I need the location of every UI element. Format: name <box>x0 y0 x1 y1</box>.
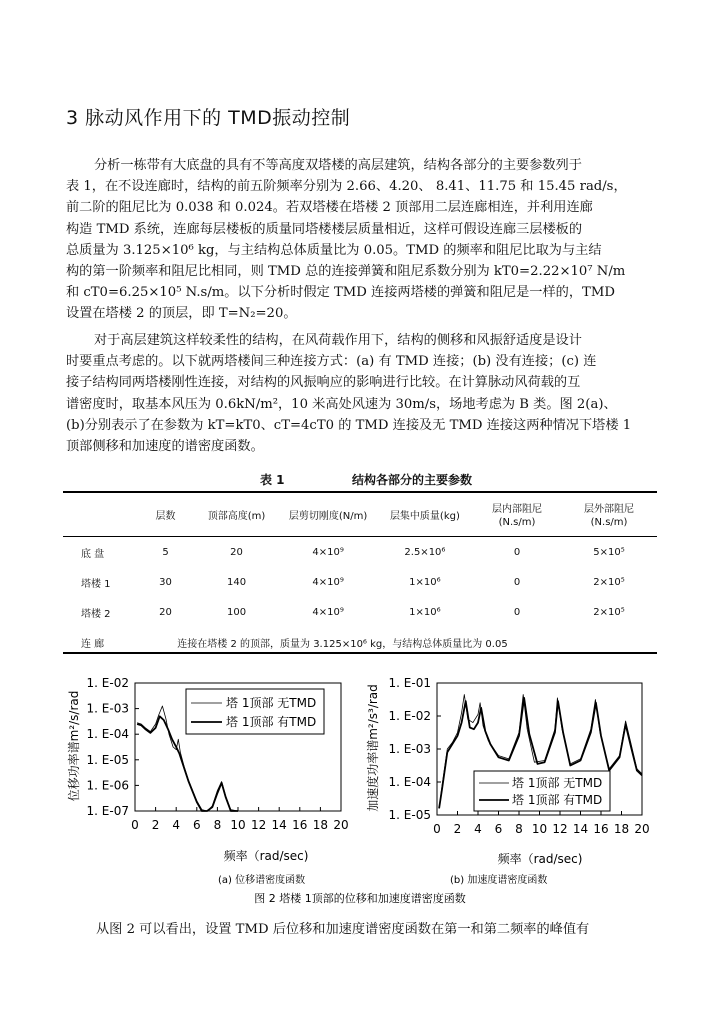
legend-label-no-tmd: 塔 1顶部 无TMD <box>512 776 603 790</box>
text-line: 总质量为 3.125×10⁶ kg，与主结构总体质量比为 0.05。TMD 的频率和阻尼比取为与主结 <box>66 242 602 258</box>
text-line: 接子结构同两塔楼刚性连接，对结构的风振响应的影响进行比较。在计算脉动风荷载的互 <box>66 375 581 391</box>
x-tick-label: 4 <box>172 818 181 832</box>
table-cell: 100 <box>226 606 247 618</box>
table-cell: 30 <box>159 576 172 588</box>
table-cell: 20 <box>230 546 243 558</box>
subcaption-a: (a) 位移谱密度函数 <box>218 875 306 886</box>
table-note-cell: 连接在塔楼 2 的顶部，质量为 3.125×10⁶ kg，与结构总体质量比为 0.05 <box>177 638 508 650</box>
table-header: 层数 <box>155 510 176 522</box>
x-tick-label: 12 <box>250 818 267 832</box>
text-line: 对于高层建筑这样较柔性的结构，在风荷载作用下，结构的侧移和风振舒适度是设计 <box>94 333 582 348</box>
table-cell: 140 <box>226 576 247 588</box>
table-cell: 2×10⁵ <box>593 576 625 588</box>
legend-label-with-tmd: 塔 1顶部 有TMD <box>226 715 317 729</box>
x-tick-label: 8 <box>515 822 523 836</box>
table-cell: 4×10⁹ <box>312 546 344 558</box>
text-line: 和 cT0=6.25×10⁵ N.s/m。以下分析时假定 TMD 连接两塔楼的弹簧和阻尼是一样的，TMD <box>66 285 615 301</box>
table-title: 结构各部分的主要参数 <box>352 473 473 487</box>
table-cell: 0 <box>513 576 521 588</box>
table-header: 层剪切刚度(N/m) <box>288 510 368 522</box>
text-line: 谱密度时，取基本风压为 0.6kN/m²，10 米高处风速为 30m/s，场地考虑为 B 类。图 2(a)、 <box>66 396 617 412</box>
chart-b-ylabel: 加速度功率谱m²/s³/rad <box>366 684 380 812</box>
table-header: 层集中质量(kg) <box>389 510 460 522</box>
table-cell: 0 <box>513 546 521 558</box>
paragraph-3: 从图 2 可以看出，设置 TMD 后位移和加速度谱密度函数在第一和第二频率的峰值有 <box>96 922 590 937</box>
table-cell: 0 <box>513 606 521 618</box>
x-tick-label: 12 <box>552 822 568 836</box>
x-tick-label: 2 <box>151 818 160 832</box>
text-line: 时要重点考虑的。以下就两塔楼间三种连接方式：(a) 有 TMD 连接；(b) 没有连接；(c) 连 <box>66 354 597 370</box>
x-tick-label: 8 <box>213 818 222 832</box>
table-cell: 1×10⁶ <box>409 606 441 618</box>
chart-b-xlabel: 频率（rad/sec) <box>497 852 583 866</box>
x-tick-label: 14 <box>271 818 287 832</box>
text-line: (b)分别表示了在参数为 kT=kT0、cT=4cT0 的 TMD 连接及无 TMD 连接这两种情况下塔楼 1 <box>66 417 632 433</box>
x-tick-label: 14 <box>572 822 589 836</box>
y-tick-label: 1. E-04 <box>388 775 431 789</box>
table-cell: 1×10⁶ <box>409 576 441 588</box>
chart-a-xlabel: 频率（rad/sec) <box>223 849 309 863</box>
table-cell: 底 盘 <box>81 548 105 560</box>
table-cell: 5×10⁵ <box>593 546 625 558</box>
table-cell: 连 廊 <box>81 638 105 650</box>
x-tick-label: 0 <box>131 818 139 832</box>
y-tick-label: 1. E-01 <box>388 676 431 690</box>
table-number: 表 1 <box>260 473 285 487</box>
subcaption-b: (b) 加速度谱密度函数 <box>450 875 548 886</box>
legend-label-with-tmd: 塔 1顶部 有TMD <box>512 793 603 807</box>
chart-b <box>365 676 650 866</box>
section-heading: 3 脉动风作用下的 TMD振动控制 <box>66 107 351 129</box>
x-tick-label: 2 <box>453 822 462 836</box>
table-cell: 2.5×10⁶ <box>404 546 446 558</box>
x-tick-label: 18 <box>312 818 329 832</box>
y-tick-label: 1. E-04 <box>86 727 129 742</box>
figure-caption: 图 2 塔楼 1顶部的位移和加速度谱密度函数 <box>254 892 466 905</box>
x-tick-label: 18 <box>613 822 630 836</box>
x-tick-label: 20 <box>634 822 650 836</box>
text-line: 分析一栋带有大底盘的具有不等高度双塔楼的高层建筑，结构各部分的主要参数列于 <box>94 158 582 173</box>
y-tick-label: 1. E-06 <box>86 778 129 793</box>
table-cell: 塔楼 1 <box>81 578 111 590</box>
text-line: 前二阶的阻尼比为 0.038 和 0.024。若双塔楼在塔楼 2 顶部用二层连廊相连，并利用连廊 <box>66 200 593 216</box>
table-cell: 2×10⁵ <box>593 606 625 618</box>
table-header: 层外部阻尼 (N.s/m) <box>584 504 635 528</box>
text-line: 设置在塔楼 2 的顶层，即 T=N₂=20。 <box>66 306 297 322</box>
table-cell: 4×10⁹ <box>312 576 344 588</box>
y-tick-label: 1. E-03 <box>86 701 129 716</box>
chart-a-ylabel: 位移功率谱m²/s/rad <box>67 690 81 802</box>
text-line: 顶部侧移和加速度的谱密度函数。 <box>66 439 264 455</box>
x-tick-label: 0 <box>433 822 441 836</box>
table-cell: 20 <box>159 606 172 618</box>
text-line: 构造 TMD 系统，连廊每层楼板的质量同塔楼楼层质量相近，这样可假设连廊三层楼板的 <box>66 221 583 237</box>
table-header: 顶部高度(m) <box>207 510 266 522</box>
y-tick-label: 1. E-07 <box>86 804 129 818</box>
x-tick-label: 16 <box>593 822 609 836</box>
chart-a <box>66 676 349 863</box>
table-cell: 5 <box>162 546 169 558</box>
x-tick-label: 6 <box>494 822 503 836</box>
x-tick-label: 4 <box>474 822 482 836</box>
table-cell: 塔楼 2 <box>81 608 111 620</box>
y-tick-label: 1. E-05 <box>86 752 129 767</box>
x-tick-label: 6 <box>192 818 201 832</box>
x-tick-label: 10 <box>230 818 246 832</box>
text-line: 表 1，在不设连廊时，结构的前五阶频率分别为 2.66、4.20、 8.41、11.75 和 15.45 rad/s， <box>66 179 627 195</box>
y-tick-label: 1. E-02 <box>388 709 431 723</box>
x-tick-label: 10 <box>531 822 548 836</box>
y-tick-label: 1. E-03 <box>388 742 431 756</box>
x-tick-label: 20 <box>333 818 349 832</box>
text-line: 构的第一阶频率和阻尼比相同，则 TMD 总的连接弹簧和阻尼系数分别为 kT0=2.22×10⁷ N/m <box>66 264 626 280</box>
table-header: 层内部阻尼 (N.s/m) <box>492 504 542 528</box>
y-tick-label: 1. E-02 <box>86 676 129 690</box>
x-tick-label: 16 <box>292 818 308 832</box>
legend-label-no-tmd: 塔 1顶部 无TMD <box>226 696 317 710</box>
y-tick-label: 1. E-05 <box>388 808 431 822</box>
table-cell: 4×10⁹ <box>312 606 344 618</box>
